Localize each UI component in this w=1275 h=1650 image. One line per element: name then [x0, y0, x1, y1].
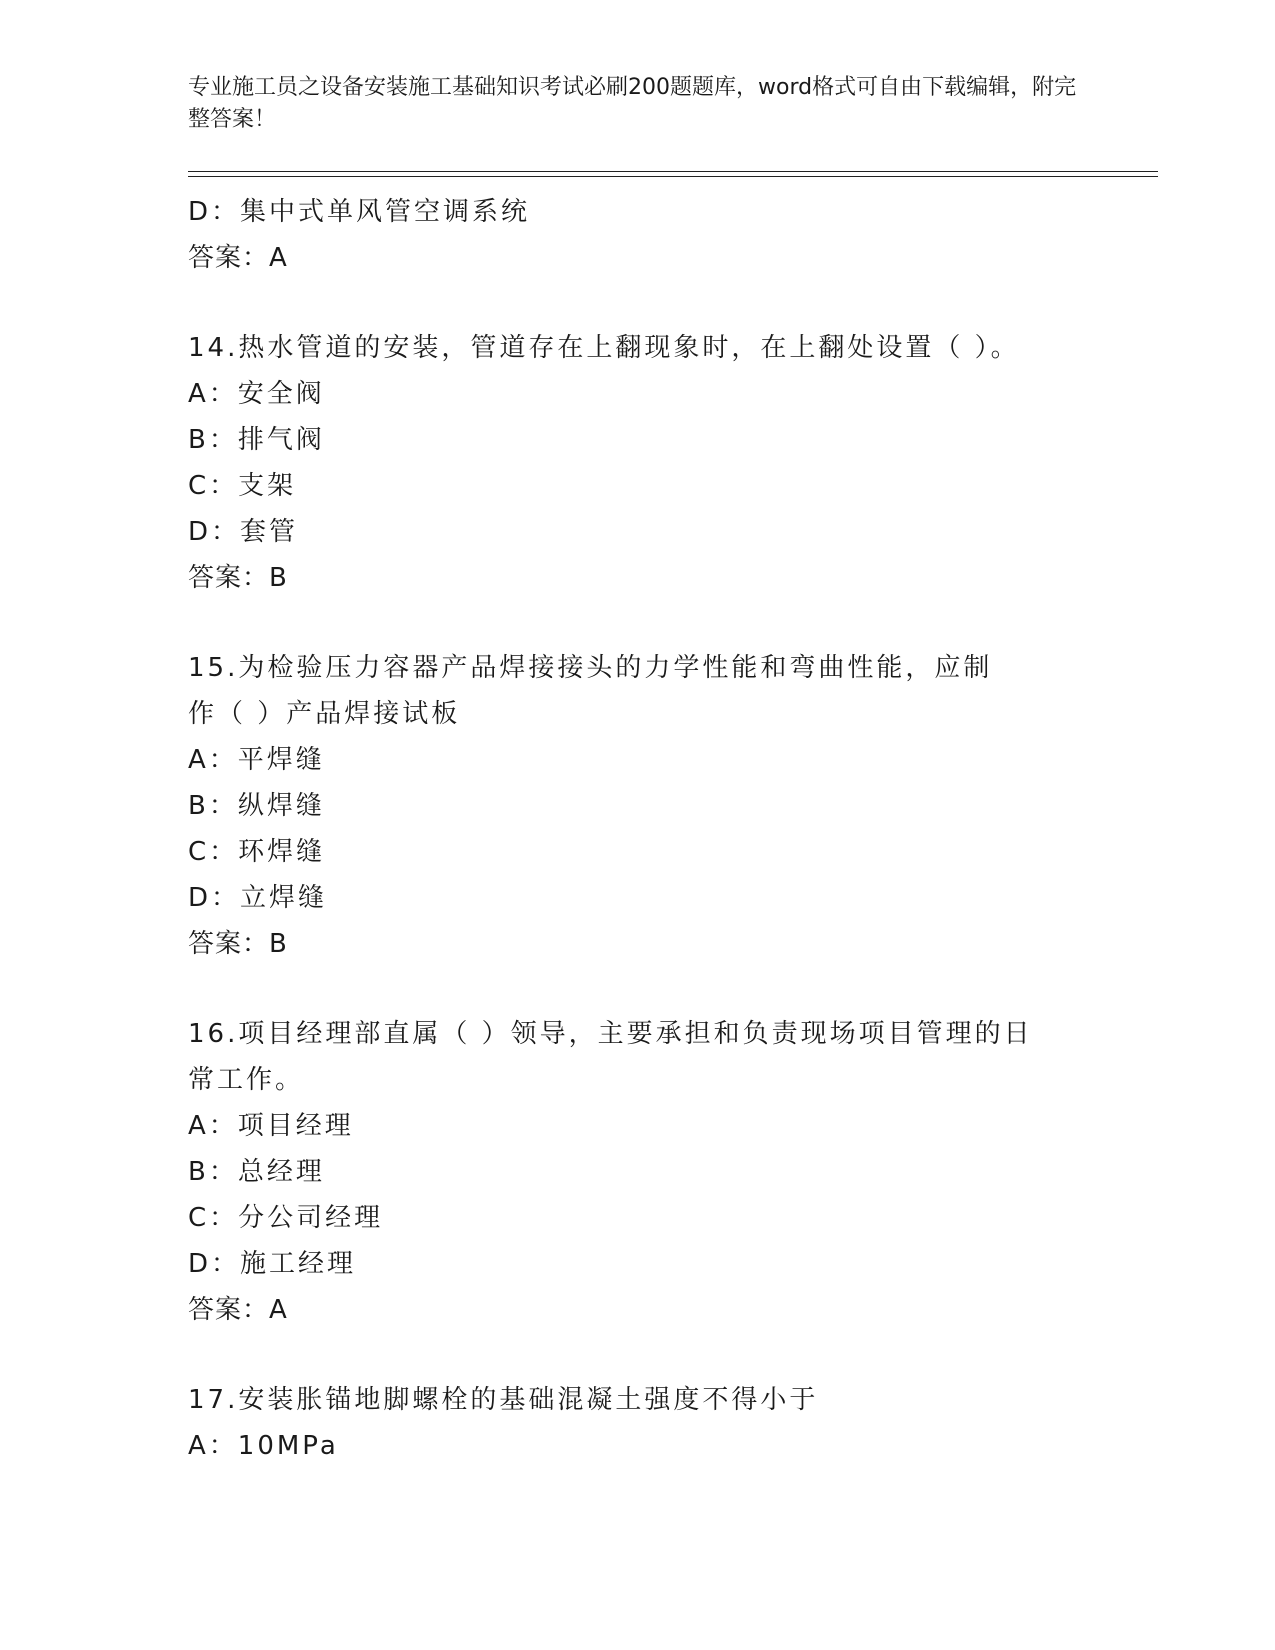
- option-b: B：排气阀: [188, 425, 325, 455]
- option-a: A：10MPa: [188, 1431, 339, 1461]
- question-17: [188, 1377, 1068, 1469]
- question-14: [188, 325, 1068, 601]
- question-text: 15.为检验压力容器产品焊接接头的力学性能和弯曲性能，应制作（ ）产品焊接试板: [188, 653, 993, 729]
- question-16: [188, 1011, 1068, 1333]
- option-c: C：分公司经理: [188, 1203, 384, 1233]
- question-list: [188, 189, 1068, 1469]
- previous-question-tail: [188, 189, 1068, 281]
- option-d: D：套管: [188, 517, 299, 547]
- question-text: 14.热水管道的安装，管道存在上翻现象时，在上翻处设置（ ）。: [188, 333, 1020, 363]
- option-a: A：安全阀: [188, 379, 325, 409]
- answer-line: 答案：B: [188, 929, 288, 959]
- option-a: A：项目经理: [188, 1111, 354, 1141]
- option-b: B：总经理: [188, 1157, 325, 1187]
- option-d: D：施工经理: [188, 1249, 357, 1279]
- document-header: [188, 72, 1088, 136]
- option-d: D：立焊缝: [188, 883, 328, 913]
- option-b: B：纵焊缝: [188, 791, 325, 821]
- question-15: [188, 645, 1068, 967]
- answer-line: 答案：B: [188, 563, 288, 593]
- option-c: C：支架: [188, 471, 297, 501]
- header-divider-bottom: [188, 176, 1158, 177]
- option-d: D：集中式单风管空调系统: [188, 197, 531, 227]
- answer-line: 答案：A: [188, 1295, 288, 1325]
- answer-line: 答案：A: [188, 243, 288, 273]
- question-text: 17.安装胀锚地脚螺栓的基础混凝土强度不得小于: [188, 1385, 819, 1415]
- header-divider-top: [188, 171, 1158, 172]
- option-a: A：平焊缝: [188, 745, 325, 775]
- question-text: 16.项目经理部直属（ ）领导，主要承担和负责现场项目管理的日常工作。: [188, 1019, 1033, 1095]
- option-c: C：环焊缝: [188, 837, 326, 867]
- header-title: 专业施工员之设备安装施工基础知识考试必刷200题题库，word格式可自由下载编辑，附完整答案！: [188, 75, 1077, 132]
